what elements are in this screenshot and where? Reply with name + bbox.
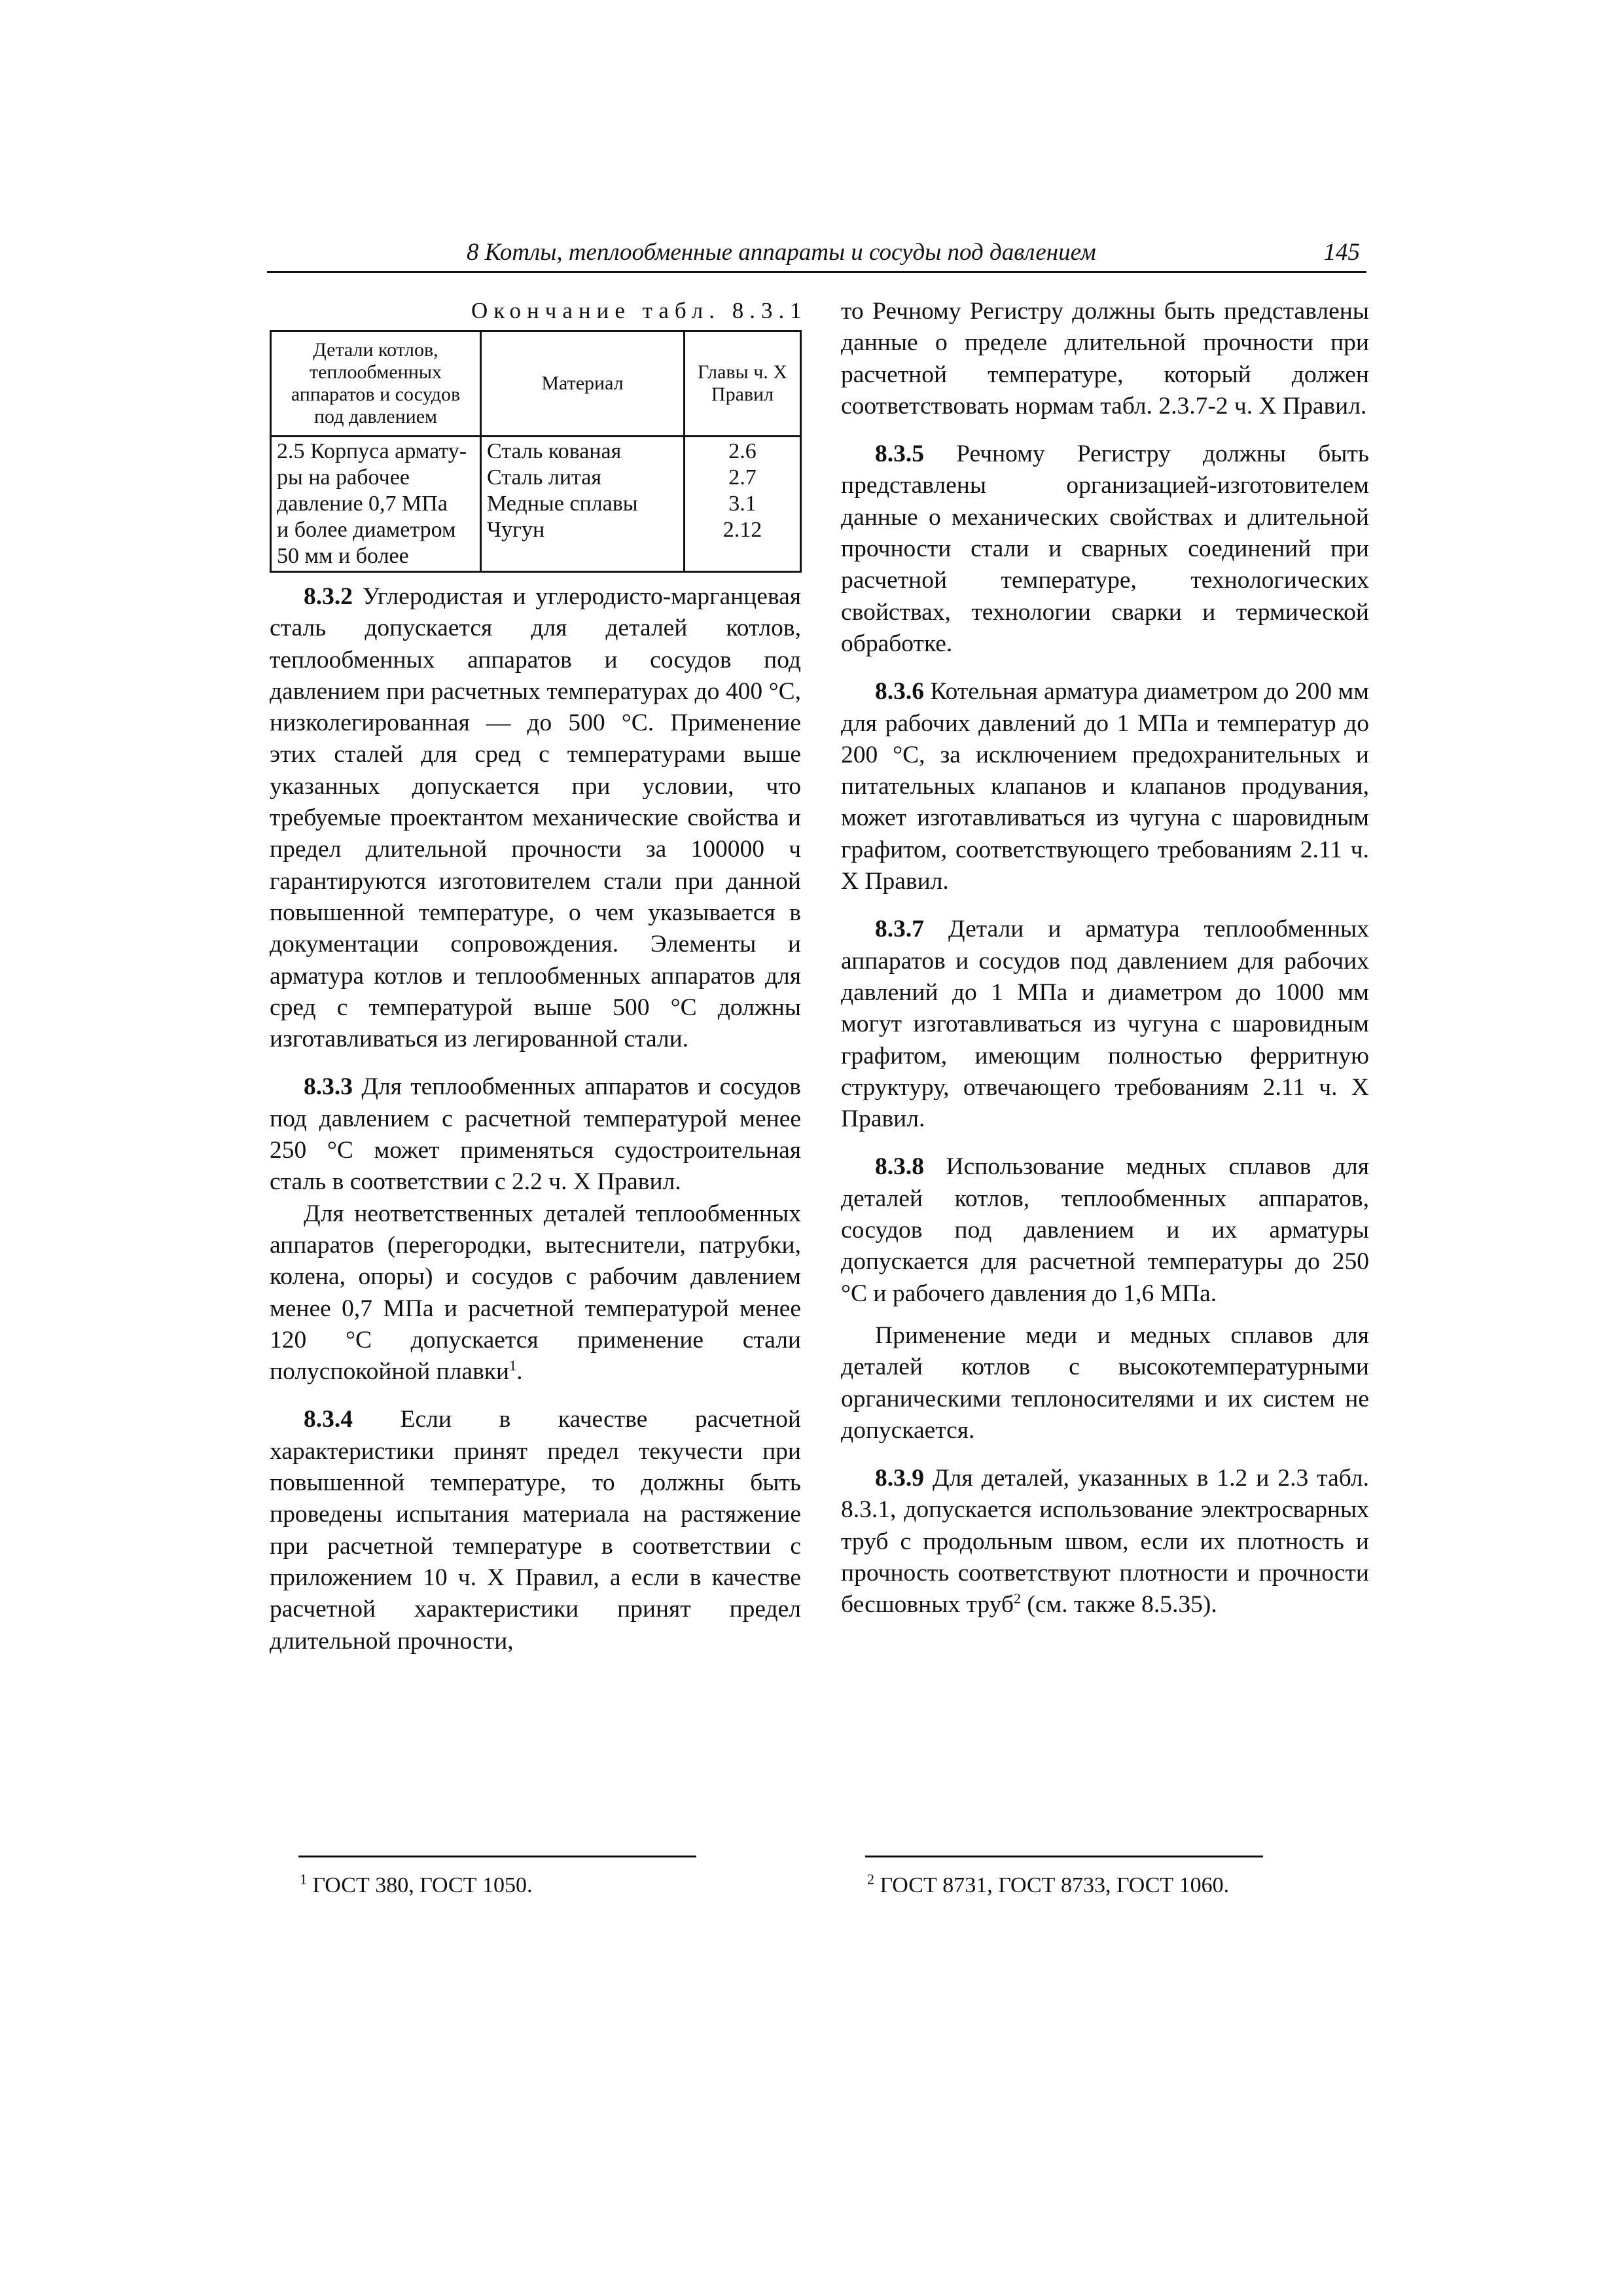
footnote-text: ГОСТ 8731, ГОСТ 8733, ГОСТ 1060. — [874, 1873, 1230, 1897]
paragraph-8-3-2 — [270, 581, 801, 1055]
part-line: 2.5 Корпуса армату- — [277, 439, 467, 463]
footnote-ref: 1 — [509, 1357, 517, 1374]
running-header — [267, 238, 1366, 273]
paragraph-text: Котельная арматура диаметром до 200 мм для рабочих давлений до 1 МПа и температур до 200 °С, за исключением предохранительных и питательных клапанов и клапанов продувания, может изготавливаться из чугуна с шаровидным графитом, соответствующего требованиям 2.11 ч. X Правил. — [841, 678, 1369, 895]
paragraph-8-3-4 — [270, 1404, 801, 1657]
left-column — [270, 581, 801, 1657]
material-item: Чугун — [487, 518, 545, 542]
table-cell-materials — [481, 437, 685, 572]
section-number: 8.3.3 — [304, 1073, 353, 1101]
table-header-parts: Детали котлов, теплообменных аппаратов и сосудов под давлением — [271, 331, 481, 437]
part-line: давление 0,7 МПа — [277, 492, 448, 516]
footnote-number: 1 — [300, 1871, 307, 1888]
table-header-material: Материал — [481, 331, 685, 437]
paragraph-8-3-8-b — [841, 1320, 1369, 1446]
part-line: и более диаметром — [277, 518, 456, 542]
paragraph-8-3-9 — [841, 1463, 1369, 1621]
footnote-number: 2 — [867, 1871, 874, 1888]
paragraph-text: Детали и арматура теплообменных аппаратов и сосудов под давлением для рабочих давлений до 1 МПа и диаметром до 1000 мм могут изготавливаться из чугуна с шаровидным графитом, имеющим полностью ферритную структуру, отвечающего требованиям 2.11 ч. X Правил. — [841, 916, 1370, 1133]
table-header-chapters: Главы ч. X Правил — [685, 331, 801, 437]
paragraph-text: Применение меди и медных сплавов для деталей котлов с высокотемпературными органическими теплоносителями и их систем не допускается. — [841, 1321, 1369, 1444]
footnote-divider-right — [865, 1856, 1263, 1857]
paragraph-text: Для теплообменных аппаратов и сосудов под давлением с расчетной температурой менее 250 °С может применяться судостроительная сталь в соответствии с 2.2 ч. X Правил. — [270, 1073, 801, 1196]
page-number: 145 — [1323, 239, 1360, 266]
paragraph-text: Для деталей, указанных в 1.2 и 2.3 табл. 8.3.1, допускается использование электросварных труб с продольным швом, если их плотность и прочность соответствуют плотности и прочности бесшовных труб — [841, 1465, 1369, 1619]
paragraph-text: Речному Регистру должны быть представлены организацией-изготовителем данные о механических свойствах и длительной прочности стали и сварных соединений при расчетной температуре, технологических свойствах, технологии сварки и термической обработке. — [841, 440, 1369, 657]
section-number: 8.3.2 — [304, 583, 353, 610]
paragraph-continued — [841, 296, 1369, 422]
paragraph-8-3-7 — [841, 914, 1369, 1135]
footnote-divider-left — [298, 1856, 696, 1857]
footnote-text: ГОСТ 380, ГОСТ 1050. — [307, 1873, 533, 1897]
part-line: ры на рабочее — [277, 465, 410, 490]
materials-table — [270, 330, 802, 573]
paragraph-8-3-3 — [270, 1071, 801, 1198]
section-number: 8.3.7 — [875, 916, 924, 943]
footnote-2 — [867, 1873, 1229, 1898]
paragraph-text: . — [516, 1358, 523, 1386]
material-item: Сталь кованая — [487, 439, 622, 463]
running-title: 8 Котлы, теплообменные аппараты и сосуды под давлением — [467, 239, 1096, 266]
table-row — [271, 437, 801, 572]
paragraph-text: Углеродистая и углеродисто-марганцевая сталь допускается для деталей котлов, теплообменных аппаратов и сосудов под давлением при расчетных температурах до 400 °С, низколегированная — до 500 °С. Применение этих сталей для сред с температурами выше указанных допускается при условии, что требуемые проектантом механические свойства и предел длительной прочности за 100000 ч гарантируются изготовителем стали при данной повышенной температуре, о чем указывается в документации сопровождения. Элементы и арматура котлов и теплообменных аппаратов для сред с температурой выше 500 °С должны изготавливаться из легированной стали. — [270, 583, 801, 1053]
material-item: Медные сплавы — [487, 492, 638, 516]
right-column — [841, 296, 1369, 1621]
chapter-item: 2.7 — [728, 465, 757, 490]
paragraph-text: то Речному Регистру должны быть представлены данные о пределе длительной прочности при расчетной температуре, который должен соответствовать нормам табл. 2.3.7-2 ч. X Правил. — [841, 298, 1369, 420]
section-number: 8.3.9 — [875, 1465, 924, 1492]
section-number: 8.3.5 — [875, 440, 924, 468]
paragraph-text: (см. также 8.5.35). — [1020, 1591, 1217, 1619]
chapter-item: 3.1 — [728, 492, 757, 516]
footnote-1 — [300, 1873, 532, 1898]
material-item: Сталь литая — [487, 465, 602, 490]
section-number: 8.3.6 — [875, 678, 924, 706]
table-cell-part — [271, 437, 481, 572]
paragraph-text: Для неответственных деталей теплообменных аппаратов (перегородки, вытеснители, патрубки, колена, опоры) и сосудов с рабочим давлением менее 0,7 МПа и расчетной температурой менее 120 °С допускается применение стали полуспокойной плавки — [270, 1200, 801, 1386]
paragraph-text: Если в качестве расчетной характеристики принят предел текучести при повышенной температуре, то должны быть проведены испытания материала на растяжение при расчетной температуре в соответствии с приложением 10 ч. X Правил, а если в качестве расчетной характеристики принят предел длительной прочности, — [270, 1406, 801, 1655]
paragraph-8-3-5 — [841, 439, 1369, 660]
paragraph-8-3-8 — [841, 1151, 1369, 1309]
table-cell-chapters — [685, 437, 801, 572]
table-header-row — [271, 331, 801, 437]
paragraph-text: Использование медных сплавов для деталей котлов, теплообменных аппаратов, сосудов под давлением и их арматуры допускается для расчетной температуры до 250 °С и рабочего давления до 1,6 МПа. — [841, 1153, 1370, 1307]
chapter-item: 2.6 — [728, 439, 757, 463]
chapter-item: 2.12 — [722, 518, 762, 542]
paragraph-8-3-6 — [841, 676, 1369, 897]
section-number: 8.3.4 — [304, 1406, 353, 1433]
section-number: 8.3.8 — [875, 1153, 924, 1181]
part-line: 50 мм и более — [277, 544, 409, 568]
paragraph-8-3-3-b — [270, 1198, 801, 1388]
footnote-ref: 2 — [1013, 1590, 1021, 1607]
table-caption: Окончание табл. 8.3.1 — [471, 298, 808, 323]
